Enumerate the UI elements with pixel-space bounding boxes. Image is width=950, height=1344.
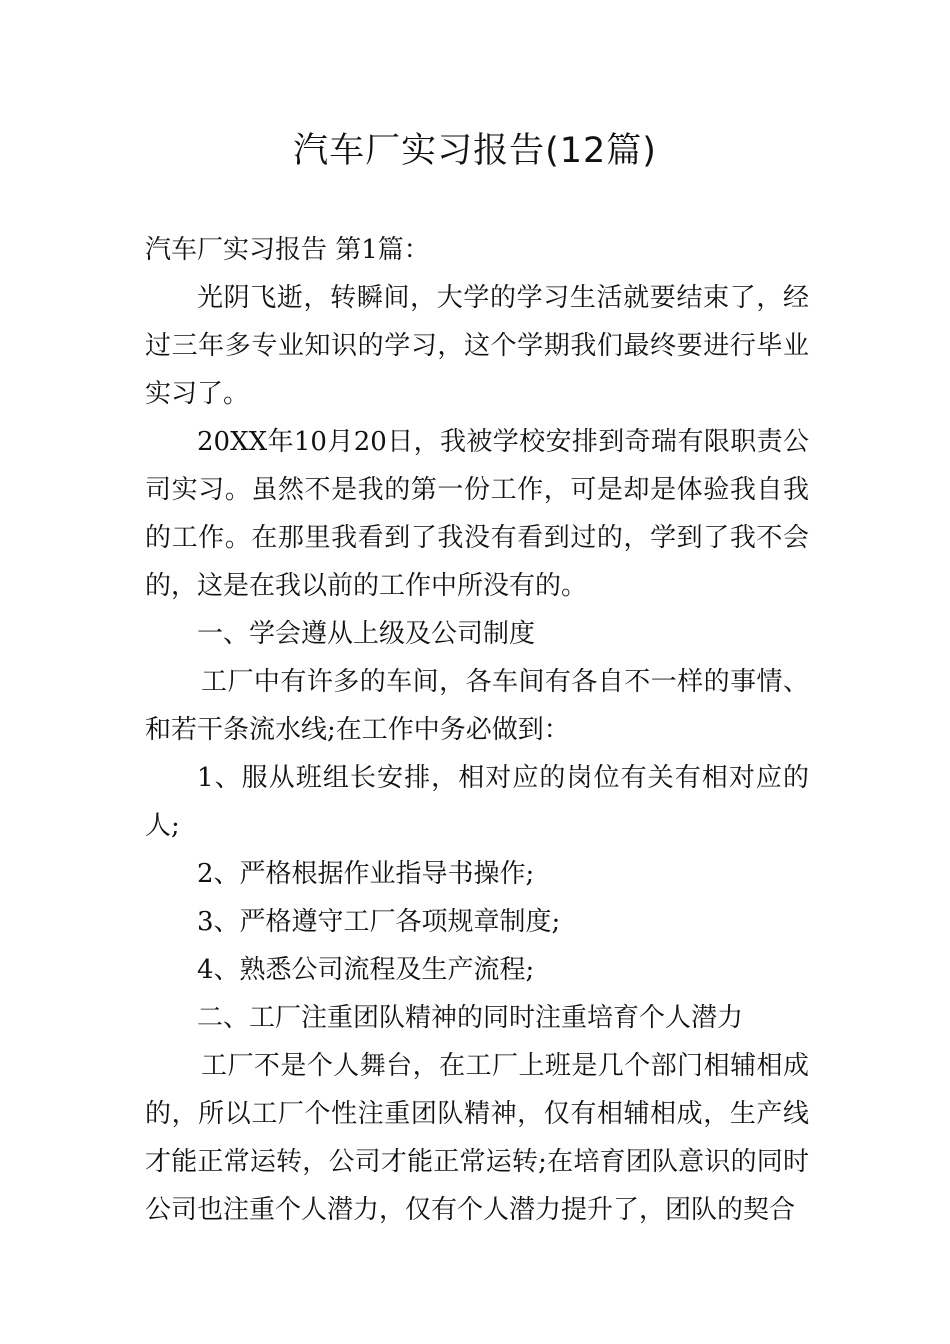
list-item-3: 3、严格遵守工厂各项规章制度; — [197, 907, 561, 937]
list-item-4: 4、熟悉公司流程及生产流程; — [197, 955, 535, 985]
paragraph-workshops: 工厂中有许多的车间，各车间有各自不一样的事情、和若干条流水线;在工作中务必做到： — [145, 667, 809, 745]
paragraph-intro: 光阴飞逝，转瞬间，大学的学习生活就要结束了，经过三年多专业知识的学习，这个学期我们最终要进行毕业实习了。 — [145, 283, 809, 409]
subheading-rules: 一、学会遵从上级及公司制度 — [197, 619, 536, 649]
list-item-1: 1、服从班组长安排，相对应的岗位有关有相对应的人; — [145, 763, 809, 841]
document-body — [145, 226, 809, 1234]
document-title: 汽车厂实习报告(12篇) — [293, 131, 657, 171]
subheading-teamwork: 二、工厂注重团队精神的同时注重培育个人潜力 — [197, 1003, 744, 1033]
paragraph-internship: 20XX年10月20日，我被学校安排到奇瑞有限职责公司实习。虽然不是我的第一份工作，可是却是体验我自我的工作。在那里我看到了我没有看到过的，学到了我不会的，这是在我以前的工作中所没有的。 — [145, 427, 809, 601]
list-item-2: 2、严格根据作业指导书操作; — [197, 859, 535, 889]
section-heading: 汽车厂实习报告 第1篇： — [145, 235, 430, 265]
paragraph-teamwork: 工厂不是个人舞台，在工厂上班是几个部门相辅相成的，所以工厂个性注重团队精神，仅有相辅相成，生产线才能正常运转，公司才能正常运转;在培育团队意识的同时公司也注重个人潜力，仅有个人潜力提升了，团队的契合 — [145, 1051, 809, 1225]
